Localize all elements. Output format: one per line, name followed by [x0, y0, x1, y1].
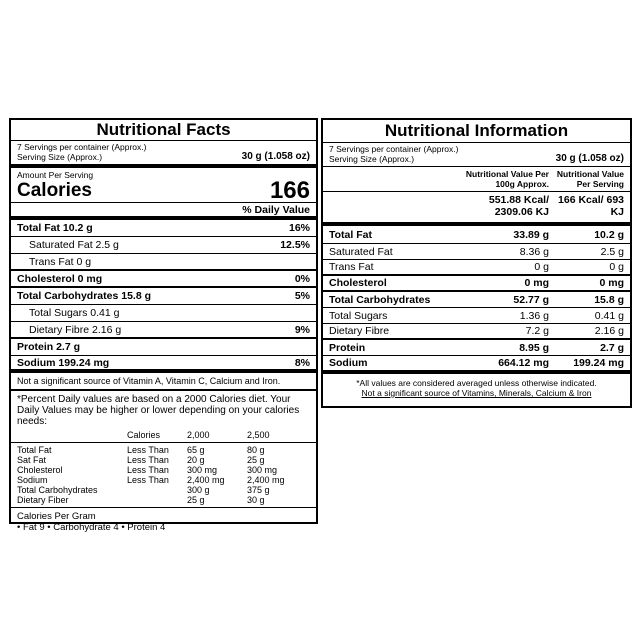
energy-per-serving: 166 Kcal/ 693 KJ — [558, 194, 624, 218]
dv-cell: Less Than — [127, 455, 169, 465]
dv-cell: 25 g — [187, 495, 205, 505]
column-header-row — [323, 167, 630, 192]
nutrient-per-serving: 0 mg — [599, 277, 624, 289]
footnote-vitamins: Not a significant source of Vitamins, Minerals, Calcium & Iron — [361, 388, 592, 398]
nutrient-pct: 9% — [294, 323, 310, 336]
nutrient-pct: 12.5% — [280, 239, 310, 251]
nutrient-row-total-carbohydrates — [11, 288, 316, 305]
amount-per-serving: Amount Per Serving — [17, 170, 94, 180]
serving-size-row — [11, 152, 316, 168]
nutrient-label: Dietary Fibre — [329, 325, 390, 337]
dv-cell: Less Than — [127, 475, 169, 485]
dv-cell: 20 g — [187, 455, 205, 465]
daily-values-table — [11, 443, 316, 508]
footnote — [323, 374, 630, 402]
calories-value: 166 — [269, 177, 310, 204]
nutrient-label: Saturated Fat 2.5 g — [29, 239, 119, 251]
footnote-averaged: *All values are considered averaged unless otherwise indicated. — [356, 378, 597, 388]
dv-header-cell: 2,000 — [187, 430, 210, 440]
nutrient-row-protein — [11, 339, 316, 356]
table-row — [17, 445, 310, 455]
nutrient-per-100g: 8.36 g — [519, 245, 549, 258]
nutrient-label: Total Sugars 0.41 g — [29, 307, 120, 319]
dv-cell: Less Than — [127, 465, 169, 475]
calories-per-gram — [11, 508, 316, 533]
dv-cell: Less Than — [127, 445, 169, 455]
nutrient-row-trans-fat — [323, 260, 630, 276]
nutrient-per-100g: 52.77 g — [513, 293, 549, 306]
daily-values-note: *Percent Daily values are based on a 2000 Calories diet. Your Daily Values may be higher or lower depending on your calories needs: — [17, 394, 300, 427]
vitamin-note: Not a significant source of Vitamin A, Vitamin C, Calcium and Iron. — [11, 373, 316, 391]
dv-header-cell: 2,500 — [247, 430, 270, 440]
calories-label: Calories — [17, 180, 92, 201]
dv-cell: 80 g — [247, 445, 265, 455]
dv-cell — [127, 495, 187, 505]
nutrient-row-total-fat — [323, 226, 630, 244]
nutrient-label: Total Fat 10.2 g — [17, 222, 93, 234]
column-header-per-serving: Nutritional Value Per Serving — [556, 169, 624, 189]
nutrient-label: Total Carbohydrates — [329, 293, 431, 306]
nutrient-row-sodium — [323, 356, 630, 374]
dv-cell: 375 g — [247, 485, 270, 495]
nutrient-per-100g: 0 mg — [524, 277, 549, 289]
serving-size-label: Serving Size (Approx.) — [17, 152, 103, 162]
nutrient-label: Saturated Fat — [329, 245, 393, 258]
nutrient-per-serving: 0.41 g — [594, 309, 624, 322]
dv-cell: 25 g — [247, 455, 265, 465]
dv-cell: 300 mg — [247, 465, 278, 475]
servings-per-container: 7 Servings per container (Approx.) — [329, 144, 459, 154]
nutrient-per-serving: 2.16 g — [594, 325, 624, 337]
energy-row — [323, 192, 630, 226]
daily-values-header-row — [11, 430, 316, 443]
calories-per-gram-items: • Fat 9 • Carbohydrate 4 • Protein 4 — [17, 522, 166, 533]
nutrient-pct: 8% — [294, 356, 310, 369]
nutrient-per-100g: 7.2 g — [525, 325, 549, 337]
serving-size-value: 30 g (1.058 oz) — [555, 153, 624, 164]
dv-header-cell: Calories — [127, 430, 161, 440]
dv-header-cell — [17, 430, 127, 440]
nutrient-per-serving: 15.8 g — [594, 293, 624, 306]
table-row — [17, 455, 310, 465]
serving-size-row — [323, 154, 630, 167]
nutrition-information-title: Nutritional Information — [323, 120, 630, 143]
dv-cell: 30 g — [247, 495, 265, 505]
nutrient-per-100g: 33.89 g — [513, 228, 549, 241]
nutrient-per-serving: 2.7 g — [600, 341, 624, 354]
nutrient-row-total-sugars — [11, 305, 316, 322]
nutrition-facts-title: Nutritional Facts — [11, 120, 316, 141]
nutrient-per-serving: 199.24 mg — [573, 357, 624, 369]
dv-cell: Cholesterol — [17, 465, 63, 475]
table-row — [17, 475, 310, 485]
daily-value-label: % Daily Value — [242, 203, 310, 216]
nutrient-per-serving: 10.2 g — [594, 228, 624, 241]
nutrient-row-dietary-fibre — [11, 322, 316, 339]
energy-per-100g: 551.88 Kcal/ 2309.06 KJ — [488, 194, 549, 218]
nutrient-label: Trans Fat 0 g — [29, 255, 92, 268]
nutrient-label: Cholesterol — [329, 277, 387, 289]
nutrient-row-sodium — [11, 356, 316, 373]
dv-cell: Sodium — [17, 475, 48, 485]
calories-per-gram-label: Calories Per Gram — [17, 511, 96, 522]
nutrient-label: Dietary Fibre 2.16 g — [29, 323, 122, 336]
nutrient-row-cholesterol — [11, 271, 316, 288]
daily-value-header — [11, 203, 316, 220]
dv-cell: 2,400 mg — [247, 475, 285, 485]
dv-cell: 65 g — [187, 445, 205, 455]
nutrient-per-100g: 664.12 mg — [498, 357, 549, 369]
nutrient-label: Protein 2.7 g — [17, 341, 81, 353]
table-row — [17, 465, 310, 475]
nutrient-label: Sodium 199.24 mg — [17, 356, 110, 369]
dv-cell: Total Fat — [17, 445, 52, 455]
dv-cell: Dietary Fiber — [17, 495, 69, 505]
nutrient-row-trans-fat — [11, 254, 316, 271]
nutrient-pct: 0% — [294, 272, 310, 285]
nutrient-label: Total Sugars — [329, 309, 388, 322]
serving-size-label: Serving Size (Approx.) — [329, 154, 415, 164]
nutrient-row-total-carbohydrates — [323, 292, 630, 308]
dv-cell: Sat Fat — [17, 455, 47, 465]
nutrient-pct: 16% — [288, 222, 310, 234]
nutrient-label: Cholesterol 0 mg — [17, 272, 103, 285]
nutrient-row-total-fat — [11, 220, 316, 237]
servings-per-container: 7 Servings per container (Approx.) — [17, 142, 147, 152]
column-header-per-100g: Nutritional Value Per 100g Approx. — [465, 169, 549, 189]
nutrient-row-dietary-fibre — [323, 324, 630, 340]
nutrient-label: Total Carbohydrates 15.8 g — [17, 290, 152, 302]
nutrient-row-protein — [323, 340, 630, 356]
nutrient-pct: 5% — [294, 290, 310, 302]
dv-cell: 300 g — [187, 485, 210, 495]
nutrient-row-saturated-fat — [323, 244, 630, 260]
serving-size-value: 30 g (1.058 oz) — [241, 151, 310, 162]
nutrient-per-100g: 1.36 g — [519, 309, 549, 322]
nutrient-label: Trans Fat — [329, 261, 374, 273]
nutrient-label: Protein — [329, 341, 366, 354]
nutrient-per-serving: 2.5 g — [600, 245, 624, 258]
nutrient-per-100g: 0 g — [534, 261, 549, 273]
nutrient-label: Sodium — [329, 357, 368, 369]
table-row — [17, 495, 310, 505]
dv-cell — [127, 485, 187, 495]
nutrient-row-cholesterol — [323, 276, 630, 292]
nutrient-row-saturated-fat — [11, 237, 316, 254]
nutrition-information-panel — [321, 118, 632, 408]
dv-cell: 300 mg — [187, 465, 218, 475]
calories-block — [11, 168, 316, 203]
nutrient-label: Total Fat — [329, 228, 372, 241]
table-row — [17, 485, 310, 495]
nutrition-facts-panel — [9, 118, 318, 533]
dv-cell: 2,400 mg — [187, 475, 225, 485]
nutrient-per-100g: 8.95 g — [519, 341, 549, 354]
nutrient-per-serving: 0 g — [609, 261, 624, 273]
dv-cell: Total Carbohydrates — [17, 485, 98, 495]
nutrient-row-total-sugars — [323, 308, 630, 324]
